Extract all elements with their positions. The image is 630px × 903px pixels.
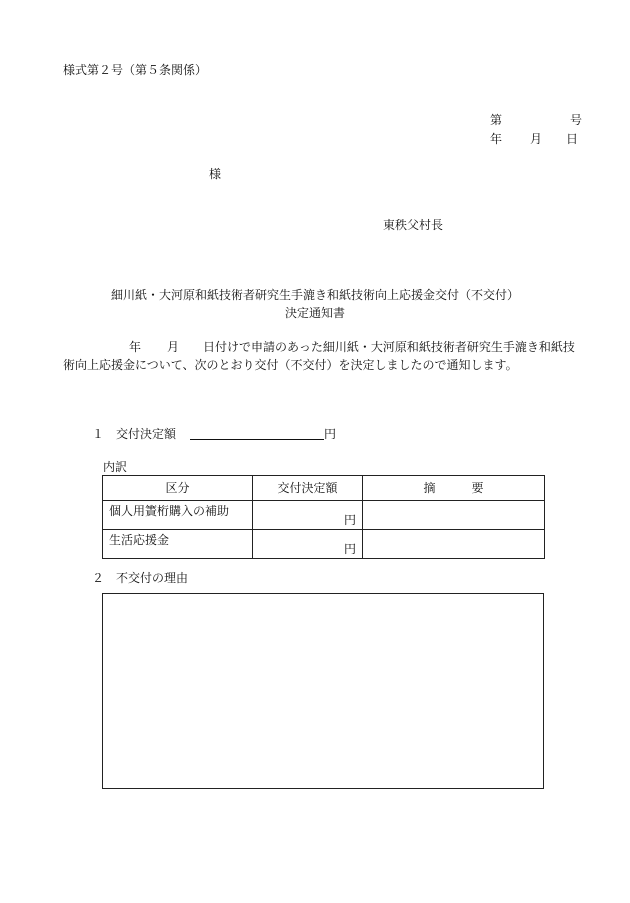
body-month: 月 [167, 340, 180, 354]
table-row [103, 501, 545, 530]
doc-number-suffix: 号 [570, 113, 583, 127]
header-amount: 交付決定額 [253, 476, 363, 501]
recipient-name: 様 [209, 167, 222, 181]
document-subtitle: 決定通知書 [284, 306, 345, 320]
section-2-label: ２ 不交付の理由 [92, 571, 189, 585]
table-row [103, 530, 545, 559]
header-category: 区分 [103, 476, 253, 501]
row-item: 個人用簀桁購入の補助 [103, 501, 253, 530]
breakdown-label: 内訳 [103, 460, 128, 474]
row-item: 生活応援金 [103, 530, 253, 559]
body-paragraph [63, 338, 583, 374]
date-year: 年 [490, 132, 503, 146]
reason-box[interactable] [102, 593, 544, 789]
section-1-amount [92, 427, 336, 440]
row-amount[interactable]: 円 [253, 501, 363, 530]
date-month: 月 [530, 132, 543, 146]
header-note: 摘 要 [363, 476, 545, 501]
table-header-row [103, 476, 545, 501]
row-note[interactable] [363, 501, 545, 530]
row-note[interactable] [363, 530, 545, 559]
amount-blank[interactable] [190, 427, 324, 440]
document-title: 細川紙・大河原和紙技術者研究生手漉き和紙技術向上応援金交付（不交付） [110, 288, 519, 302]
amount-unit: 円 [324, 427, 337, 441]
document-date [490, 133, 578, 145]
body-year: 年 [129, 340, 142, 354]
section-1-label: １ 交付決定額 [92, 427, 177, 441]
body-text: 日付けで申請のあった細川紙・大河原和紙技術者研究生手漉き和紙技術向上応援金について、次のとおり交付（不交付）を決定しましたので通知します。 [63, 340, 575, 372]
breakdown-table [102, 475, 545, 559]
document-number [490, 114, 582, 126]
date-day: 日 [566, 132, 579, 146]
doc-number-prefix: 第 [490, 113, 503, 127]
issuer-name: 東秩父村長 [383, 218, 444, 232]
form-number: 様式第２号（第５条関係） [63, 63, 208, 77]
row-amount[interactable]: 円 [253, 530, 363, 559]
